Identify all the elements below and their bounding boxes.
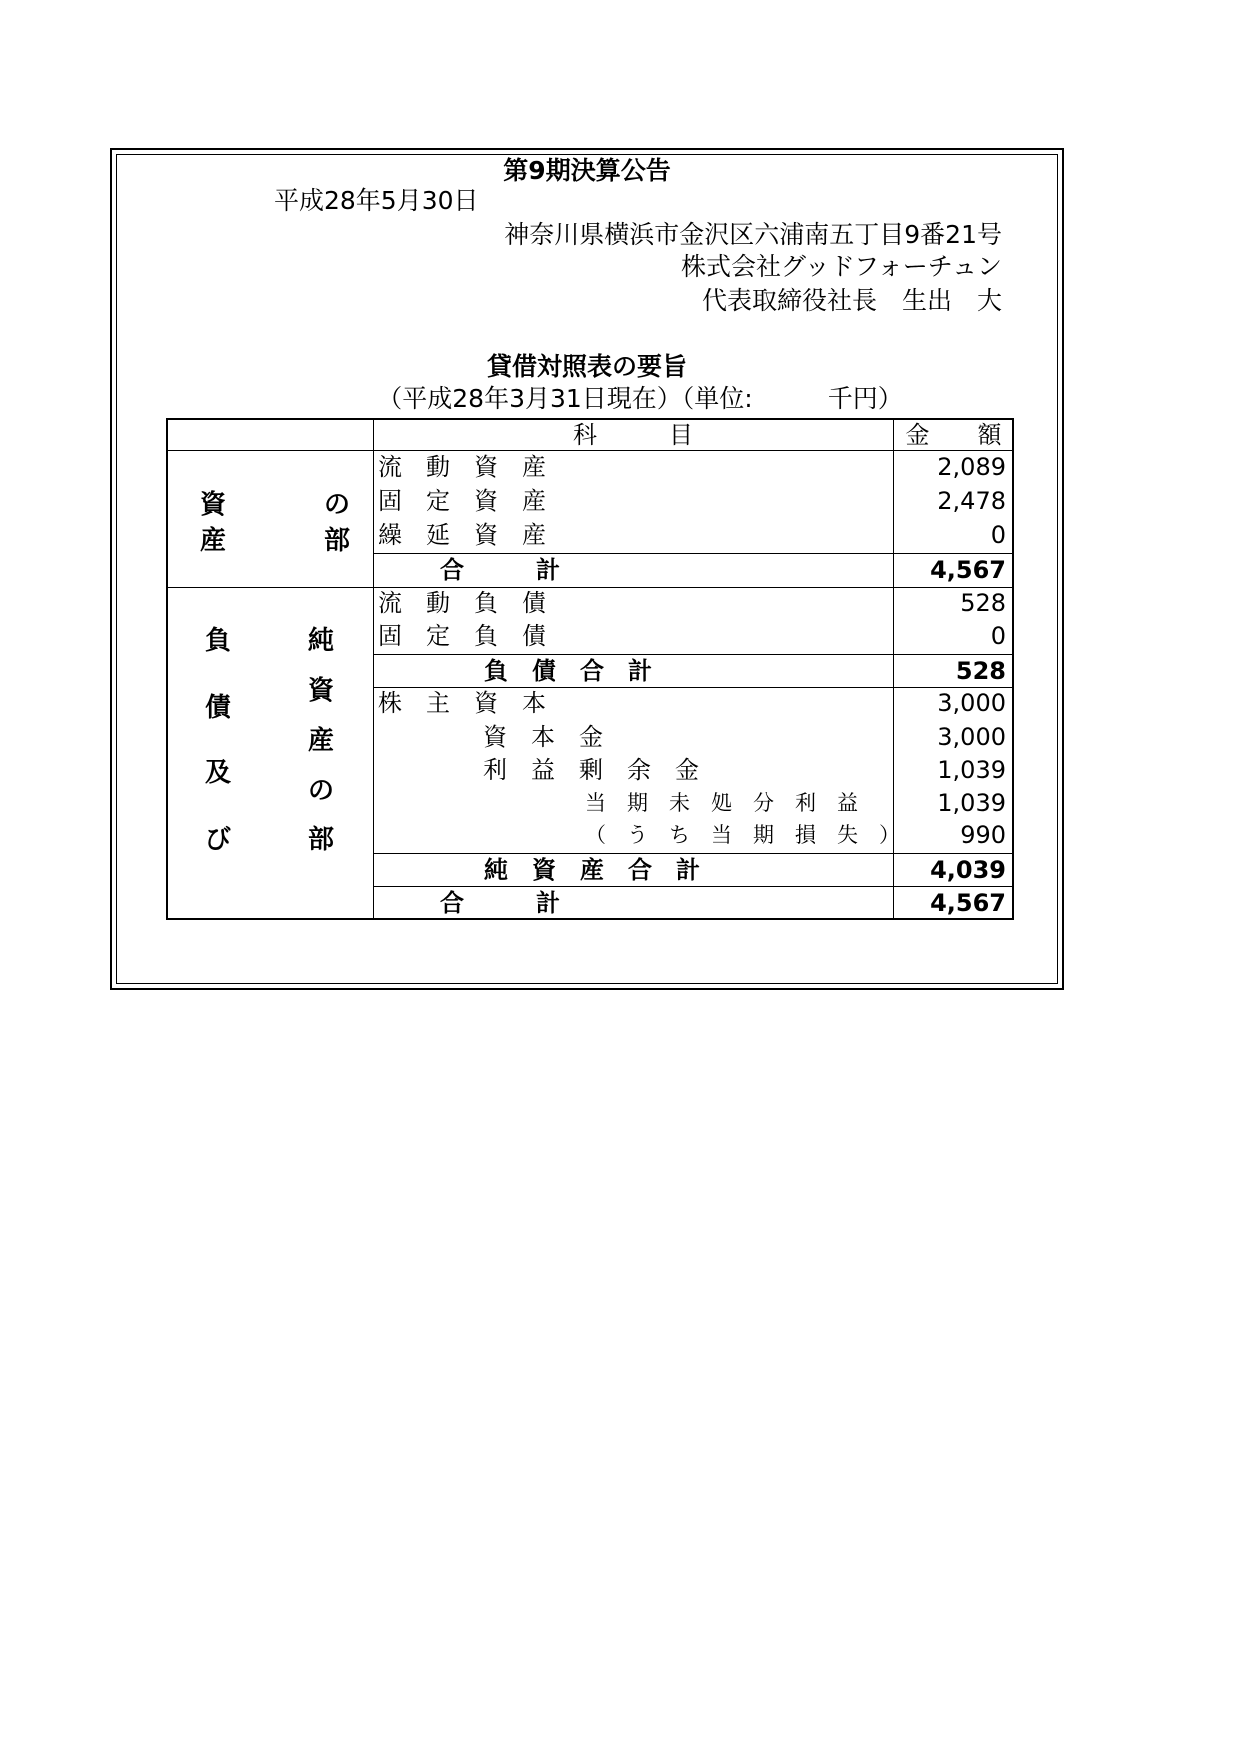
row-fixed-assets-label: 固 定 資 産 [378, 487, 546, 515]
row-fixed-liabilities-amount: 0 [990, 622, 1006, 650]
rule-grand-total [373, 886, 1014, 887]
rule-assets-end [166, 587, 1014, 588]
row-unappropriated-profit-amount: 1,039 [937, 789, 1006, 817]
row-shareholders-equity-label: 株 主 資 本 [378, 689, 546, 717]
representative: 代表取締役社長 生出 大 [701, 286, 1002, 315]
row-net-assets-total-label: 純 資 産 合 計 [484, 856, 700, 884]
net-section-char-2: 資 [308, 676, 335, 706]
row-retained-earnings-label: 利 益 剰 余 金 [483, 756, 699, 784]
row-current-assets-label: 流 動 資 産 [378, 453, 546, 481]
assets-section-line1: 資 の [200, 490, 350, 520]
row-liabilities-total-label: 負 債 合 計 [484, 657, 652, 685]
liab-section-char-4: び [205, 825, 232, 855]
notice-date: 平成28年5月30日 [274, 186, 479, 215]
row-capital-stock-amount: 3,000 [937, 723, 1006, 751]
company-name: 株式会社グッドフォーチュン [680, 252, 1002, 281]
balance-sheet-subtitle: （平成28年3月31日現在）（単位: 千円） [377, 384, 903, 413]
liab-section-char-2: 債 [205, 693, 232, 723]
row-current-assets-amount: 2,089 [937, 453, 1006, 481]
row-deferred-assets-label: 繰 延 資 産 [378, 521, 546, 549]
company-address: 神奈川県横浜市金沢区六浦南五丁目9番21号 [504, 220, 1002, 249]
row-grand-total-label: 合 計 [440, 889, 560, 917]
row-retained-earnings-amount: 1,039 [937, 756, 1006, 784]
row-fixed-assets-amount: 2,478 [937, 487, 1006, 515]
divider-section [373, 418, 374, 920]
net-section-char-1: 純 [308, 626, 335, 656]
header-amount: 金 額 [905, 421, 1002, 449]
balance-sheet-title: 貸借対照表の要旨 [486, 352, 687, 381]
rule-liab-total [373, 654, 1014, 655]
row-net-assets-total-amount: 4,039 [930, 856, 1006, 884]
row-liabilities-total-amount: 528 [955, 657, 1006, 685]
net-section-char-3: 産 [308, 726, 335, 756]
row-capital-stock-label: 資 本 金 [483, 723, 603, 751]
liab-section-char-3: 及 [205, 758, 232, 788]
row-of-which-loss-label: （ う ち 当 期 損 失 ） [585, 823, 900, 847]
row-unappropriated-profit-label: 当 期 未 処 分 利 益 [585, 791, 858, 815]
header-rule [166, 450, 1014, 451]
rule-net-assets-total [373, 853, 1014, 854]
notice-title: 第9期決算公告 [503, 156, 671, 185]
row-assets-total-label: 合 計 [440, 556, 560, 584]
rule-assets-total [373, 553, 1014, 554]
header-item: 科 目 [573, 421, 693, 449]
row-current-liabilities-label: 流 動 負 債 [378, 589, 546, 617]
net-section-char-5: 部 [308, 825, 335, 855]
row-fixed-liabilities-label: 固 定 負 債 [378, 622, 546, 650]
net-section-char-4: の [308, 776, 335, 806]
row-of-which-loss-amount: 990 [960, 821, 1006, 849]
liab-section-char-1: 負 [205, 626, 232, 656]
row-shareholders-equity-amount: 3,000 [937, 689, 1006, 717]
row-deferred-assets-amount: 0 [990, 521, 1006, 549]
row-assets-total-amount: 4,567 [930, 556, 1006, 584]
row-grand-total-amount: 4,567 [930, 889, 1006, 917]
row-current-liabilities-amount: 528 [960, 589, 1006, 617]
assets-section-line2: 産 部 [200, 526, 350, 556]
